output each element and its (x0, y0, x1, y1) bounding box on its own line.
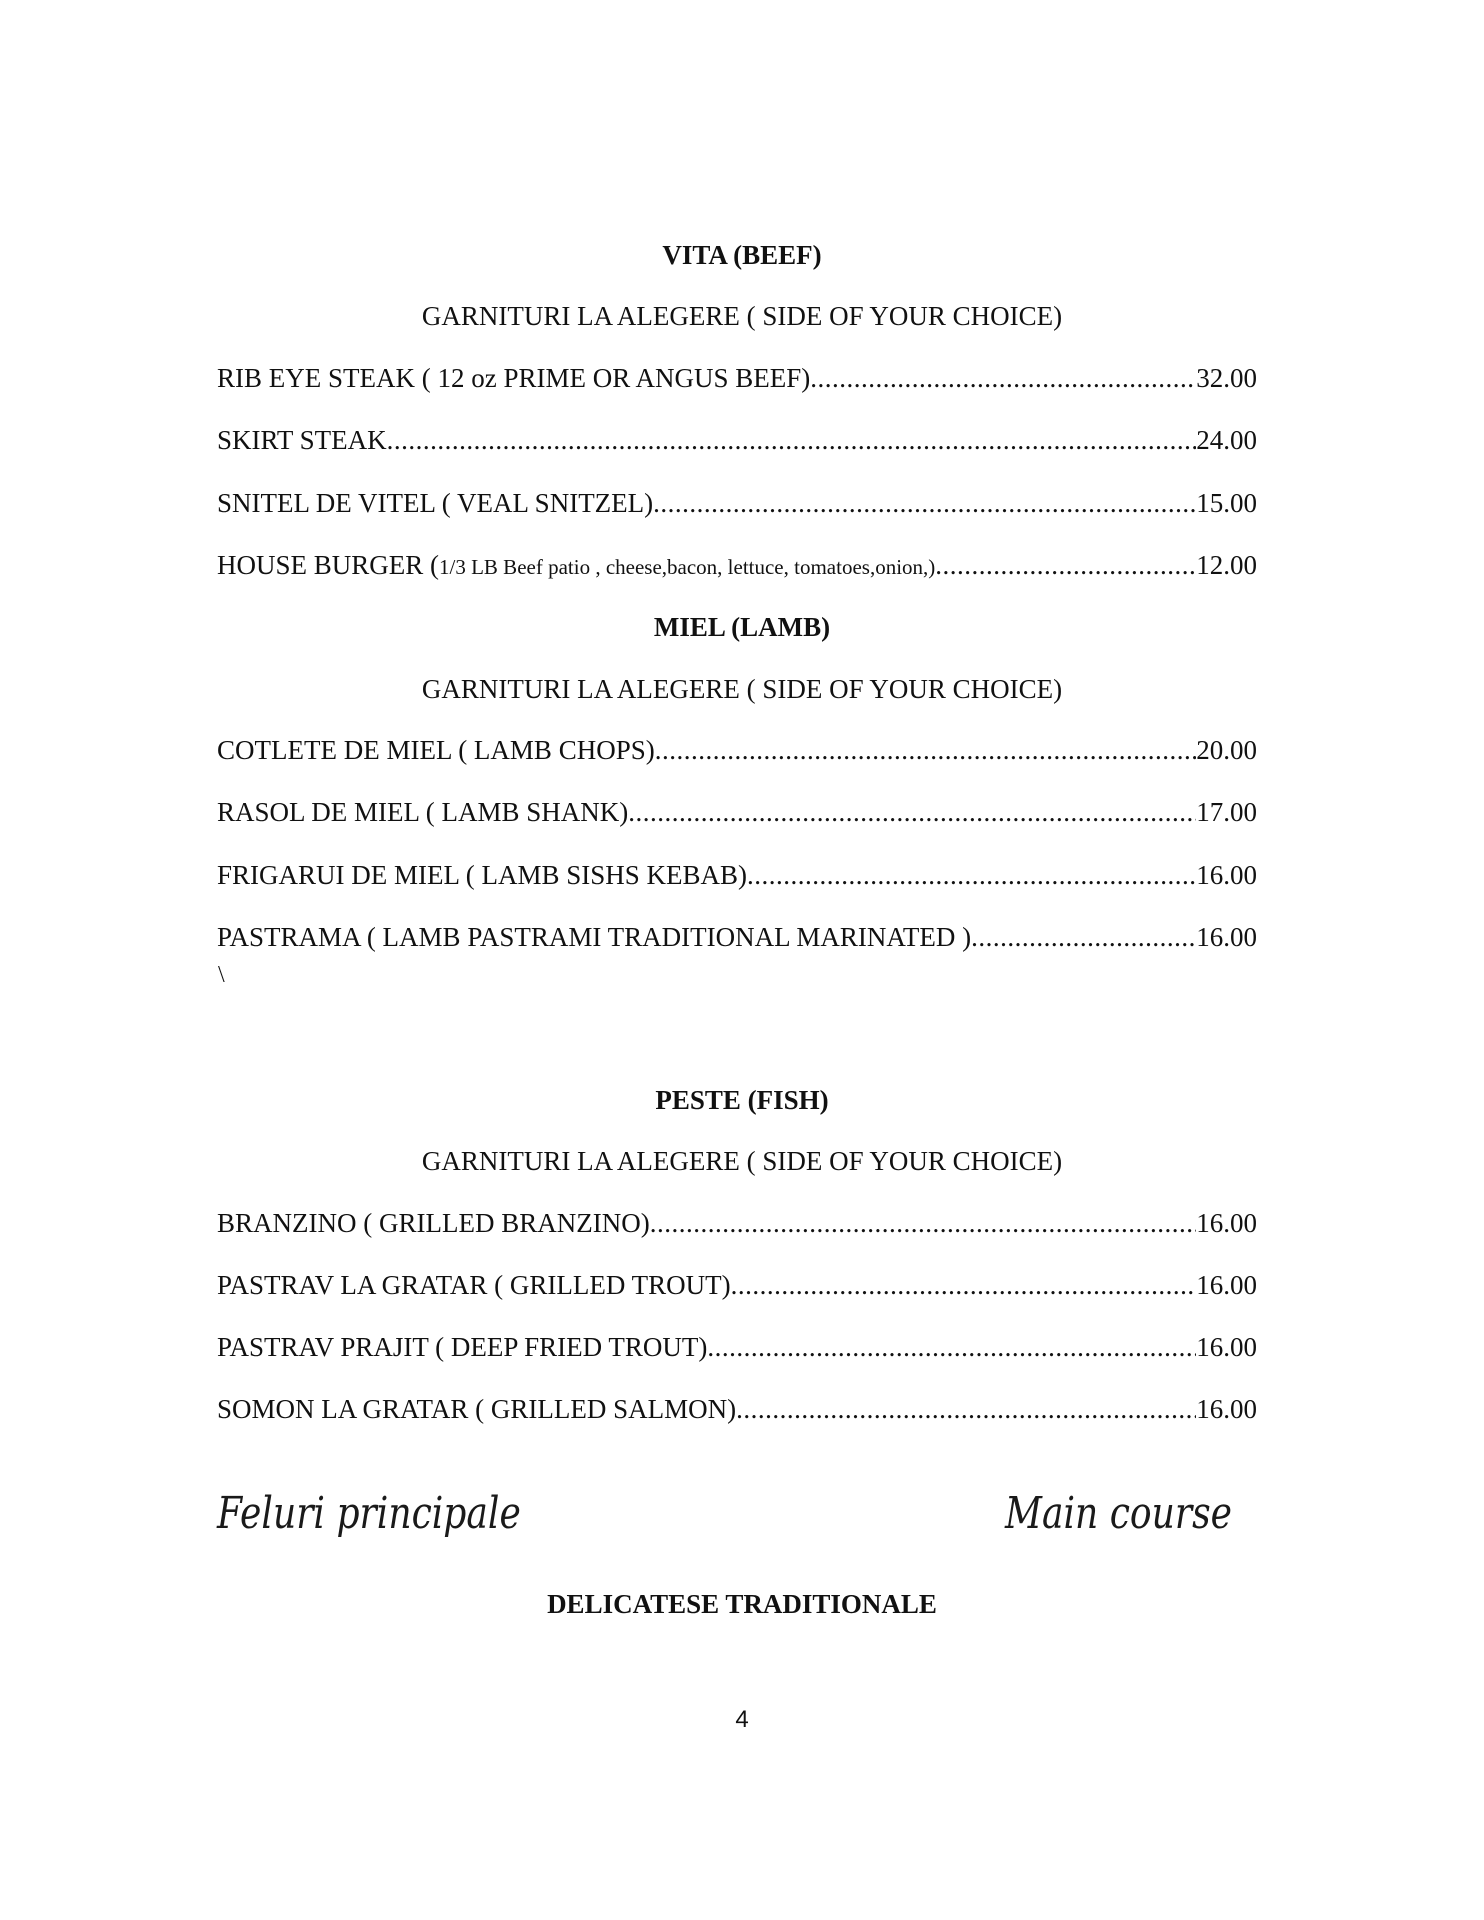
menu-item (217, 797, 1257, 828)
item-price: 16.00 (1196, 1394, 1257, 1424)
dot-leader (655, 735, 1197, 766)
item-price: 20.00 (1196, 735, 1257, 765)
stray-backslash: \ (218, 962, 225, 988)
dot-leader (387, 425, 1197, 456)
side-choice-note-beef: GARNITURI LA ALEGERE ( SIDE OF YOUR CHOICE) (421, 301, 1063, 331)
menu-item (217, 488, 1257, 519)
item-name: PASTRAV PRAJIT ( DEEP FRIED TROUT) (217, 1332, 708, 1362)
item-price: 24.00 (1196, 425, 1257, 455)
menu-item (217, 1332, 1257, 1363)
item-price: 16.00 (1196, 1332, 1257, 1362)
menu-item (217, 1394, 1257, 1425)
menu-item (217, 860, 1257, 891)
menu-item (217, 425, 1257, 456)
dot-leader (650, 1208, 1197, 1239)
item-name: FRIGARUI DE MIEL ( LAMB SISHS KEBAB) (217, 860, 748, 890)
item-name: SKIRT STEAK (217, 425, 387, 455)
dot-leader (736, 1394, 1196, 1425)
item-price: 12.00 (1196, 550, 1257, 580)
menu-item (217, 735, 1257, 766)
menu-item (217, 922, 1257, 953)
dot-leader (653, 488, 1196, 519)
item-price: 32.00 (1196, 363, 1257, 393)
item-name: HOUSE BURGER ( (217, 550, 440, 580)
menu-item (217, 363, 1257, 394)
item-name: BRANZINO ( GRILLED BRANZINO) (217, 1208, 650, 1238)
item-name: SNITEL DE VITEL ( VEAL SNITZEL) (217, 488, 654, 518)
item-price: 16.00 (1196, 922, 1257, 952)
dot-leader (810, 363, 1196, 394)
section-title-english: Main course (1005, 1488, 1232, 1539)
item-price: 16.00 (1196, 1270, 1257, 1300)
section-heading-lamb: MIEL (LAMB) (653, 612, 831, 642)
item-price: 17.00 (1196, 797, 1257, 827)
menu-item (217, 1270, 1257, 1301)
section-heading-traditional: DELICATESE TRADITIONALE (547, 1589, 937, 1619)
item-price: 16.00 (1196, 860, 1257, 890)
dot-leader (971, 922, 1196, 953)
dot-leader (731, 1270, 1197, 1301)
item-name: COTLETE DE MIEL ( LAMB CHOPS) (217, 735, 655, 765)
item-name: RASOL DE MIEL ( LAMB SHANK) (217, 797, 629, 827)
item-price: 15.00 (1196, 488, 1257, 518)
side-choice-note-lamb: GARNITURI LA ALEGERE ( SIDE OF YOUR CHOICE) (421, 674, 1063, 704)
item-name: PASTRAV LA GRATAR ( GRILLED TROUT) (217, 1270, 731, 1300)
side-choice-note-fish: GARNITURI LA ALEGERE ( SIDE OF YOUR CHOICE) (421, 1146, 1063, 1176)
dot-leader (707, 1332, 1196, 1363)
item-name: RIB EYE STEAK ( 12 oz PRIME OR ANGUS BEEF) (217, 363, 811, 393)
page-number: 4 (735, 1706, 749, 1733)
dot-leader (747, 860, 1196, 891)
item-name: PASTRAMA ( LAMB PASTRAMI TRADITIONAL MARINATED ) (217, 922, 972, 952)
menu-item (217, 1208, 1257, 1239)
item-price: 16.00 (1196, 1208, 1257, 1238)
section-title-romanian: Feluri principale (217, 1488, 521, 1539)
item-name: SOMON LA GRATAR ( GRILLED SALMON) (217, 1394, 737, 1424)
menu-item (217, 550, 1257, 581)
section-heading-beef: VITA (BEEF) (662, 240, 822, 270)
dot-leader (935, 550, 1196, 581)
item-detail: 1/3 LB Beef patio , cheese,bacon, lettuce, tomatoes,onion,) (439, 555, 936, 579)
section-heading-fish: PESTE (FISH) (655, 1085, 829, 1115)
dot-leader (628, 797, 1196, 828)
